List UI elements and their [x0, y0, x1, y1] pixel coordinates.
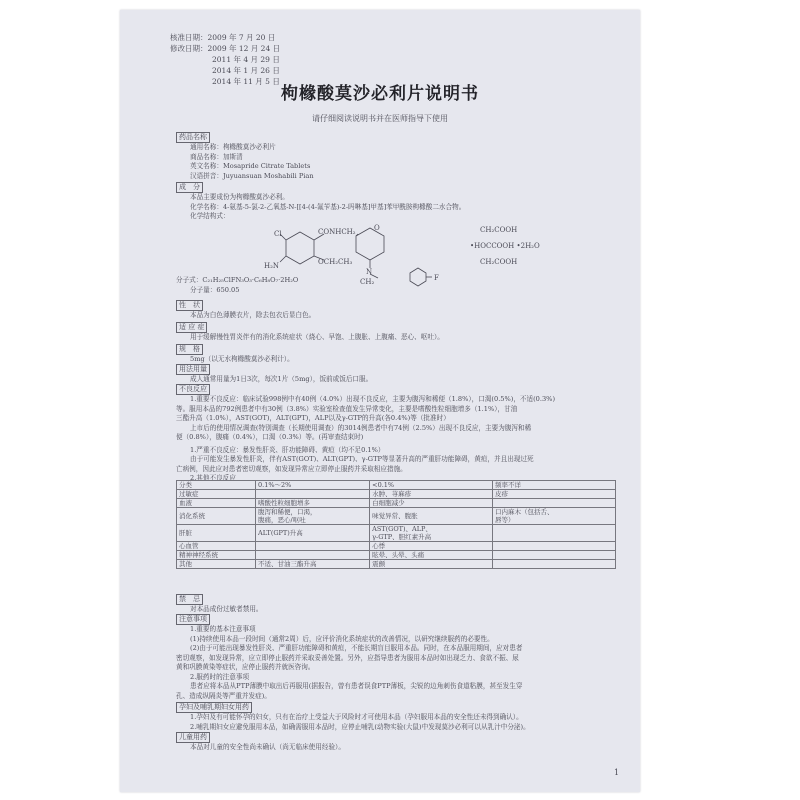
citrate-line: CH₂COOH [480, 258, 518, 266]
table-row [177, 542, 616, 551]
text-line: 患者应将本品从PTP薄膜中取出后再服用(据报告，曾有患者误食PTP薄板，尖锐的边角刺伤食道粘膜，甚至发生穿 [190, 682, 523, 690]
table-row [177, 508, 616, 525]
drug-name-section [176, 132, 616, 181]
table-cell [493, 551, 616, 560]
text-line: 化学名称：4-氨基-5-氯-2-乙氧基-N-[[4-(4-氟苄基)-2-吗啉基]甲基]苯甲酰胺枸橼酸二水合物。 [190, 202, 466, 211]
section-header: 孕妇及哺乳期妇女用药 [176, 702, 252, 713]
pregnancy-section [176, 702, 616, 732]
ethoxy-label: OCH₂CH₃ [318, 258, 353, 266]
strength-section [176, 344, 616, 365]
table-header-cell: <0.1% [370, 481, 493, 490]
text-line: 化学结构式： [190, 212, 230, 220]
table-cell: AST(GOT)、ALP、 γ-GTP、胆红素升高 [370, 525, 493, 542]
table-header-cell: 0.1%～2% [256, 481, 370, 490]
table-cell: 口内麻木（包括舌、 唇等） [493, 508, 616, 525]
amide-label: CONHCH₂ [318, 228, 356, 236]
section-header: 成 分 [176, 182, 203, 193]
table-cell: 腹泻和稀便，口渴， 腹痛，恶心/呕吐 [256, 508, 370, 525]
package-insert-page [120, 10, 640, 792]
text-line: 本品为白色薄膜衣片，除去包衣后显白色。 [190, 311, 316, 319]
adverse-reactions-section [176, 384, 616, 484]
table-cell [256, 490, 370, 499]
table-header-row [177, 481, 616, 490]
table-row [177, 551, 616, 560]
text-line: 1.重要不良反应：临床试验998例中有40例（4.0%）出现不良反应，主要为腹泻和稀便（1.8%），口渴(0.5%)，不适(0.3%) [190, 395, 556, 403]
text-line: 由于可能发生暴发性肝炎，伴有AST(GOT)、ALT(GPT)、γ-GTP等显著升高的严重肝功能障碍，黄疸，并且出现过死 [190, 455, 534, 463]
table-cell: 水肿、荨麻疹 [370, 490, 493, 499]
precautions-section [176, 614, 616, 701]
text-line: 上市后的使用情况调查(特别调查（长期使用调查）的3014例患者中有74例（2.5%）出现不良反应，主要为腹泻和稀 [190, 423, 532, 432]
section-header: 不良反应 [176, 384, 210, 395]
dosage-section [176, 364, 616, 385]
text-line: 对本品成份过敏者禁用。 [190, 605, 263, 613]
revision-dates [170, 32, 280, 87]
text-line: 等。服用本品的792例患者中有30例（3.8%）实验室检查值发生异常变化，主要是嗜酸性粒细胞增多（1.1%），甘油 [176, 404, 518, 413]
table-row [177, 490, 616, 499]
children-section [176, 732, 616, 753]
table-header-cell: 分类 [177, 481, 256, 490]
text-line: 1.重要的基本注意事项 [190, 625, 256, 633]
molecular-weight: 分子量：650.05 [190, 285, 240, 294]
revision-date: 2014 年 11 月 5 日 [212, 77, 280, 86]
text-line: 通用名称：枸橼酸莫沙必利片 [190, 143, 276, 151]
text-line: 1.严重不良反应：暴发性肝炎、肝功能障碍、黄疸（均不足0.1%） [190, 445, 385, 454]
table-cell: 血液 [177, 499, 256, 508]
text-line: 亡病例，因此应对患者密切观察，如发现异常应立即停止服药并采取相应措施。 [176, 464, 407, 473]
section-header: 禁 忌 [176, 594, 203, 605]
section-header: 药品名称 [176, 132, 210, 143]
section-header: 性 状 [176, 300, 203, 311]
text-line: 孔、造成纵隔炎等严重并发症)。 [176, 691, 271, 700]
text-line: 本品对儿童的安全性尚未确认（尚无临床使用经验）。 [190, 743, 345, 751]
adverse-reactions-table [176, 480, 616, 569]
section-header: 规 格 [176, 344, 203, 355]
formula-block [176, 276, 616, 295]
section-header: 用法用量 [176, 364, 210, 375]
text-line: 1.孕妇及有可能怀孕的妇女，只有在治疗上受益大于风险时才可使用本品（孕妇服用本品的安全性还未得到确认）。 [190, 713, 523, 721]
table-row [177, 525, 616, 542]
table-cell: 震颤 [370, 560, 493, 569]
citrate-line: •HOCCOOH •2H₂O [470, 242, 540, 250]
approval-date: 核准日期：2009 年 7 月 20 日 [170, 33, 276, 42]
indications-section [176, 322, 616, 343]
chlorine-label: Cl [274, 230, 282, 238]
methylene-label: CH₂ [360, 278, 375, 286]
section-header: 注意事项 [176, 614, 210, 625]
table-cell: 白细胞减少 [370, 499, 493, 508]
table-cell: 过敏症 [177, 490, 256, 499]
description-section [176, 300, 616, 321]
text-line: 2.服药时的注意事项 [190, 672, 250, 681]
table-cell: 肝脏 [177, 525, 256, 542]
composition-section [176, 182, 616, 222]
table-cell: 消化系统 [177, 508, 256, 525]
nitrogen-label: N [366, 268, 373, 276]
contraindications-section [176, 594, 616, 615]
text-line: (1)持续使用本品一段时间（通常2周）后，应评价消化系统症状的改善情况，以研究继续服药的必要性。 [190, 634, 494, 643]
section-header: 儿童用药 [176, 732, 210, 743]
table-cell: 心血管 [177, 542, 256, 551]
fluorine-label: F [434, 274, 439, 282]
revision-date: 修改日期：2009 年 12 月 24 日 [170, 44, 281, 53]
citrate-line: CH₂COOH [480, 226, 518, 234]
page-number: 1 [614, 768, 620, 777]
table-cell: 其他 [177, 560, 256, 569]
text-line: 商品名称：加斯清 [190, 152, 243, 161]
table-row [177, 499, 616, 508]
text-line: 5mg（以无水枸橼酸莫沙必利计）。 [190, 355, 294, 363]
text-line: 密切观察，如发现异常，应立即停止服药并采取妥善处置。另外，应指导患者为服用本品时如出现乏力、食欲不振、尿 [176, 653, 519, 662]
amine-label: H₂N [264, 262, 280, 270]
document-title: 枸橼酸莫沙必利片说明书 [281, 84, 479, 104]
table-cell [493, 542, 616, 551]
table-cell [493, 525, 616, 542]
text-line: (2)由于可能出现暴发性肝炎、严重肝功能障碍和黄疸，不能长期盲目服用本品。同时，在本品服用期间，应对患者 [190, 644, 523, 652]
text-line: 英文名称：Mosapride Citrate Tablets [190, 162, 311, 170]
text-line: 本品主要成份为枸橼酸莫沙必利。 [190, 193, 289, 201]
table-cell: 眩晕、头晕、头痛 [370, 551, 493, 560]
table-cell [256, 551, 370, 560]
table-cell: ALT(GPT)升高 [256, 525, 370, 542]
table-header-cell: 频率不详 [493, 481, 616, 490]
text-line: 便（0.8%），腹痛（0.4%），口渴（0.3%）等。(再审查结束时) [176, 433, 364, 441]
table-cell [493, 499, 616, 508]
table-row [177, 560, 616, 569]
table-cell: 心悸 [370, 542, 493, 551]
text-line: 黄和巩膜黄染等症状，应停止服药并就医咨询。 [176, 663, 315, 671]
table-cell: 味觉异常、腹胀 [370, 508, 493, 525]
molecular-formula: 分子式：C₂₁H₂₅ClFN₃O₃·C₆H₈O₇·2H₂O [176, 276, 299, 284]
text-line: 成人通常用量为1日3次，每次1片（5mg），饭前或饭后口服。 [190, 375, 373, 383]
oxygen-label: O [374, 224, 380, 232]
text-line: 用于缓解慢性胃炎伴有的消化系统症状（烧心、早饱、上腹胀、上腹痛、恶心、呕吐）。 [190, 333, 444, 341]
text-line: 汉语拼音：Juyuansuan Moshabili Pian [190, 171, 314, 180]
text-line: 2.哺乳期妇女应避免服用本品，如确需服用本品时，应停止哺乳(动物实验(大鼠)中发现莫沙必利可以从乳汁中分泌)。 [190, 722, 530, 731]
table-cell [256, 542, 370, 551]
revision-date: 2014 年 1 月 26 日 [212, 66, 280, 75]
table-cell: 不适、甘油三酯升高 [256, 560, 370, 569]
text-line: 三酯升高（1.0%），AST(GOT)，ALT(GPT)，ALP以及γ-GTP的升高(各0.4%)等（批准时） [176, 414, 450, 422]
table-cell [493, 560, 616, 569]
section-header: 适 应 症 [176, 322, 207, 333]
table-cell: 皮疹 [493, 490, 616, 499]
table-cell: 精神神经系统 [177, 551, 256, 560]
document-subtitle: 请仔细阅读说明书并在医师指导下使用 [312, 114, 448, 123]
revision-date: 2011 年 4 月 29 日 [212, 55, 280, 64]
table-cell: 嗜酸性粒细胞增多 [256, 499, 370, 508]
text-line: 2.其他不良反应 [190, 474, 236, 482]
